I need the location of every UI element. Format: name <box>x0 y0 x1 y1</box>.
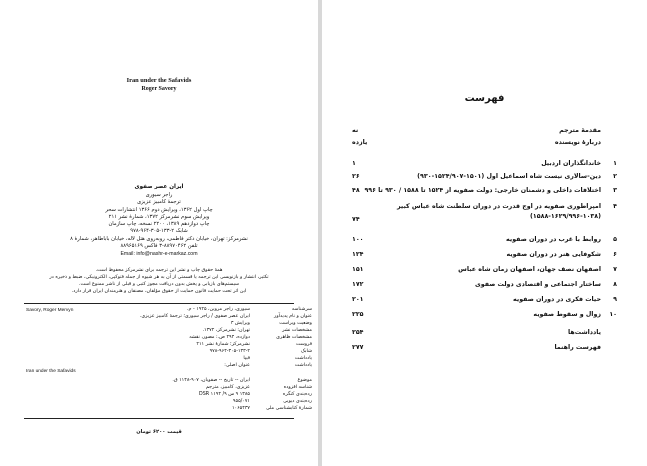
toc-front-row <box>322 127 647 139</box>
edition-line-3: چاپ دوازدهم ۱۳۸۹، ۲۲۰۰ نسخه، چاپ سازمان <box>108 221 210 227</box>
rights-line-2: تکثیر، انتشار و بازنویسی این ترجمه یا قسمتی از آن به هر شیوه از جمله فتوکپی، الکترونیکی، ضبط و ذخیره در <box>49 275 269 280</box>
catalog-label: شابک <box>300 349 312 354</box>
catalog-label: مشخصات نشر <box>282 328 312 333</box>
catalog-label: وضعیت ویراست <box>279 321 312 326</box>
catalog-english-title: Iran under the Safavids <box>26 369 76 374</box>
toc-chapter-page: ۱۵۱ <box>352 266 364 273</box>
catalog-english-name: Savory, Roger Mervyn <box>26 308 74 313</box>
catalog-label: یادداشت <box>294 356 312 361</box>
edition-line-2: ویرایش سوم نشرمرکز ۱۳۷۲، شمارهٔ نشر ۲۱۱ <box>108 214 210 220</box>
persian-author: راجر سیوری <box>145 192 173 198</box>
toc-entry-page: نه <box>352 127 359 134</box>
persian-title: ایران عصر صفوی <box>134 184 184 190</box>
english-title: Iran under the Safavids <box>126 77 192 84</box>
toc-chapter-page: ۷۴ <box>352 216 360 223</box>
toc-chapter-number: ۸ <box>613 281 617 288</box>
catalog-label: یادداشت <box>294 363 312 368</box>
catalog-label: موضوع <box>297 378 312 383</box>
catalog-value: فیپا <box>243 356 250 361</box>
toc-chapter-title: اصفهان نصف جهان، اصفهان زمان شاه عباس <box>458 266 601 273</box>
toc-chapter-title: اختلافات داخلی و دشمنان خارجی: دولت صفویه از ۱۵۲۴ تا ۱۵۸۸ / ۹۳۰ تا ۹۹۶ <box>364 187 601 194</box>
toc-back-row <box>322 344 647 356</box>
catalog-label: فروست <box>296 342 312 347</box>
catalog-label: شمارهٔ کتابشناسی ملی <box>265 406 312 411</box>
toc-back-row <box>322 329 647 341</box>
edition-line-1: چاپ اول ۱۳۶۲، ویرایش دوم ۱۳۶۶ انتشارات سحر <box>105 207 213 213</box>
toc-chapter-title: دین-سالاری نیست شاه اسماعیل اول (۱۵۰۱-۱۵۲۴/۹۰۷-۹۳۰) <box>417 173 601 180</box>
toc-chapter-row <box>322 160 647 172</box>
toc-chapter-page: ۲۶ <box>352 173 360 180</box>
publisher-email: Email: info@nashr-e-markaz.com <box>120 251 198 257</box>
toc-chapter-number: ۳ <box>613 187 617 194</box>
toc-chapter-row <box>322 251 647 263</box>
english-author: Roger Savory <box>141 86 177 92</box>
toc-entry-page: ۲۵۴ <box>352 329 364 336</box>
catalog-value: سیوری، راجر مروین، ۱۹۲۵ - م. <box>186 307 250 312</box>
toc-chapter-title: ساختار اجتماعی و اقتصادی دولت صفوی <box>475 281 601 288</box>
toc-chapter-page: ۱ <box>352 160 356 167</box>
right-page <box>322 0 647 466</box>
toc-entry-title: یادداشت‌ها <box>568 329 601 336</box>
toc-chapter-page: ۱۰۰ <box>352 236 364 243</box>
rights-line-1: همهٔ حقوق چاپ و نشر این ترجمه برای نشرمرکز محفوظ است. <box>95 268 223 273</box>
catalog-label: عنوان و نام پدیدآور <box>274 314 312 319</box>
address-line-1: نشرمرکز: تهران، خیابان دکتر فاطمی، روبه‌روی هتل لاله، خیابان باباطاهر، شمارهٔ ۸ <box>70 236 248 242</box>
toc-chapter-number: ۴ <box>613 203 617 210</box>
toc-chapter-row <box>322 281 647 293</box>
catalog-value: ۱۳۸۵ ۹ س ۹/ DSR ۱۱۹۴ <box>199 392 250 397</box>
toc-entry-title: مقدمهٔ مترجم <box>559 127 601 134</box>
catalog-value: تهران: نشرمرکز، ۱۳۷۲. <box>202 328 250 333</box>
toc-chapter-title: زوال و سقوط صفویه <box>533 311 601 318</box>
toc-chapter-title-line2: (۱۵۸۸-۱۶۲۹/۹۹۶-۱۰۳۸) <box>530 213 601 220</box>
toc-chapter-row <box>322 236 647 248</box>
catalog-top-rule <box>24 303 294 304</box>
toc-chapter-row <box>322 187 647 199</box>
toc-entry-page: یازده <box>352 139 368 146</box>
toc-chapter-title: امپراطوری صفویه در اوج قدرت در دوران سلطنت شاه عباس کبیر <box>396 203 601 210</box>
toc-chapter-number: ۲ <box>613 173 617 180</box>
toc-chapter-title: خاندانگذاران اردبیل <box>541 160 601 167</box>
toc-chapter-number: ۱۰ <box>609 311 617 318</box>
toc-chapter-number: ۶ <box>613 251 617 258</box>
address-line-2: تلفن ۸۸۹۷۰۴۶۲-۳ فاکس ۸۸۹۶۵۱۶۹ <box>120 243 198 249</box>
toc-entry-title: دربارهٔ نویسنده <box>554 139 601 146</box>
catalog-label: رده‌بندی کنگره <box>282 392 312 397</box>
catalog-value: عنوان اصلی: <box>224 363 250 368</box>
isbn-line: شابک ۲-۱۳۳-۳۰۵-۹۶۴-۹۷۸ <box>130 228 188 234</box>
toc-chapter-title: حیات فکری در دوران صفویه <box>513 296 601 303</box>
toc-front-row <box>322 139 647 151</box>
toc-chapter-page: ۱۷۲ <box>352 281 364 288</box>
catalog-value: ۹۵۵/۰۷۱ <box>232 399 250 404</box>
toc-chapter-row <box>322 296 647 308</box>
toc-chapter-number: ۹ <box>613 296 617 303</box>
toc-chapter-title: روابط با غرب در دوران صفویه <box>506 236 601 243</box>
catalog-label: سرشناسه <box>291 307 312 312</box>
catalog-value: عزیزی، کامبیز، مترجم <box>205 385 250 390</box>
toc-chapter-page: ۴۸ <box>352 187 360 194</box>
toc-chapter-row <box>322 203 647 227</box>
toc-chapter-title: شکوفایی هنر در دوران صفویه <box>506 251 601 258</box>
catalog-value: نشرمرکز؛ شمارهٔ نشر ۲۱۱ <box>196 342 250 347</box>
toc-entry-page: ۲۷۷ <box>352 344 364 351</box>
left-page <box>0 0 318 466</box>
toc-heading: فهرست <box>464 93 505 104</box>
persian-translator: ترجمهٔ کامبیز عزیزی <box>137 199 181 205</box>
toc-chapter-number: ۷ <box>613 266 617 273</box>
catalog-value: ۹۷۸-۹۶۴-۳۰۵-۱۳۳-۲ <box>209 349 250 354</box>
catalog-value: دوازده، ۲۹۴ ص.: مصور، نقشه <box>189 335 250 340</box>
catalog-value: ایران عصر صفوی / راجر سیوری؛ ترجمهٔ کامبیز عزیزی. <box>139 314 250 319</box>
toc-chapter-row <box>322 266 647 278</box>
catalog-value: ۱۰۶۵۴۳۷ <box>231 406 250 411</box>
toc-chapter-row <box>322 173 647 185</box>
toc-entry-title: فهرست راهنما <box>554 344 601 351</box>
catalog-label: رده‌بندی دیویی <box>283 399 312 404</box>
toc-chapter-number: ۱ <box>613 160 617 167</box>
toc-chapter-page: ۲۲۵ <box>352 311 364 318</box>
price: قیمت ۶۲۰۰ تومان <box>136 429 182 435</box>
toc-chapter-number: ۵ <box>613 236 617 243</box>
toc-chapter-row <box>322 311 647 323</box>
catalog-value: ایران -- تاریخ -- صفویان، ۹۰۷-۱۱۴۸ ق. <box>172 378 250 383</box>
catalog-label: مشخصات ظاهری <box>276 335 312 340</box>
rights-line-4: این اثر تحت حمایت قانون حمایت از حقوق مؤلفان، مصنفان و هنرمندان ایران قرار دارد. <box>71 289 247 294</box>
catalog-label: شناسه افزوده <box>283 385 312 390</box>
catalog-value: ویرایش ۳ <box>230 321 250 326</box>
toc-chapter-page: ۲۰۱ <box>352 296 364 303</box>
rights-line-3: سیستم‌های بازیابی و پخش بدون دریافت مجوز کتبی و قبلی از ناشر ممنوع است. <box>78 282 240 287</box>
toc-chapter-page: ۱۲۴ <box>352 251 364 258</box>
catalog-bottom-rule <box>24 418 294 419</box>
